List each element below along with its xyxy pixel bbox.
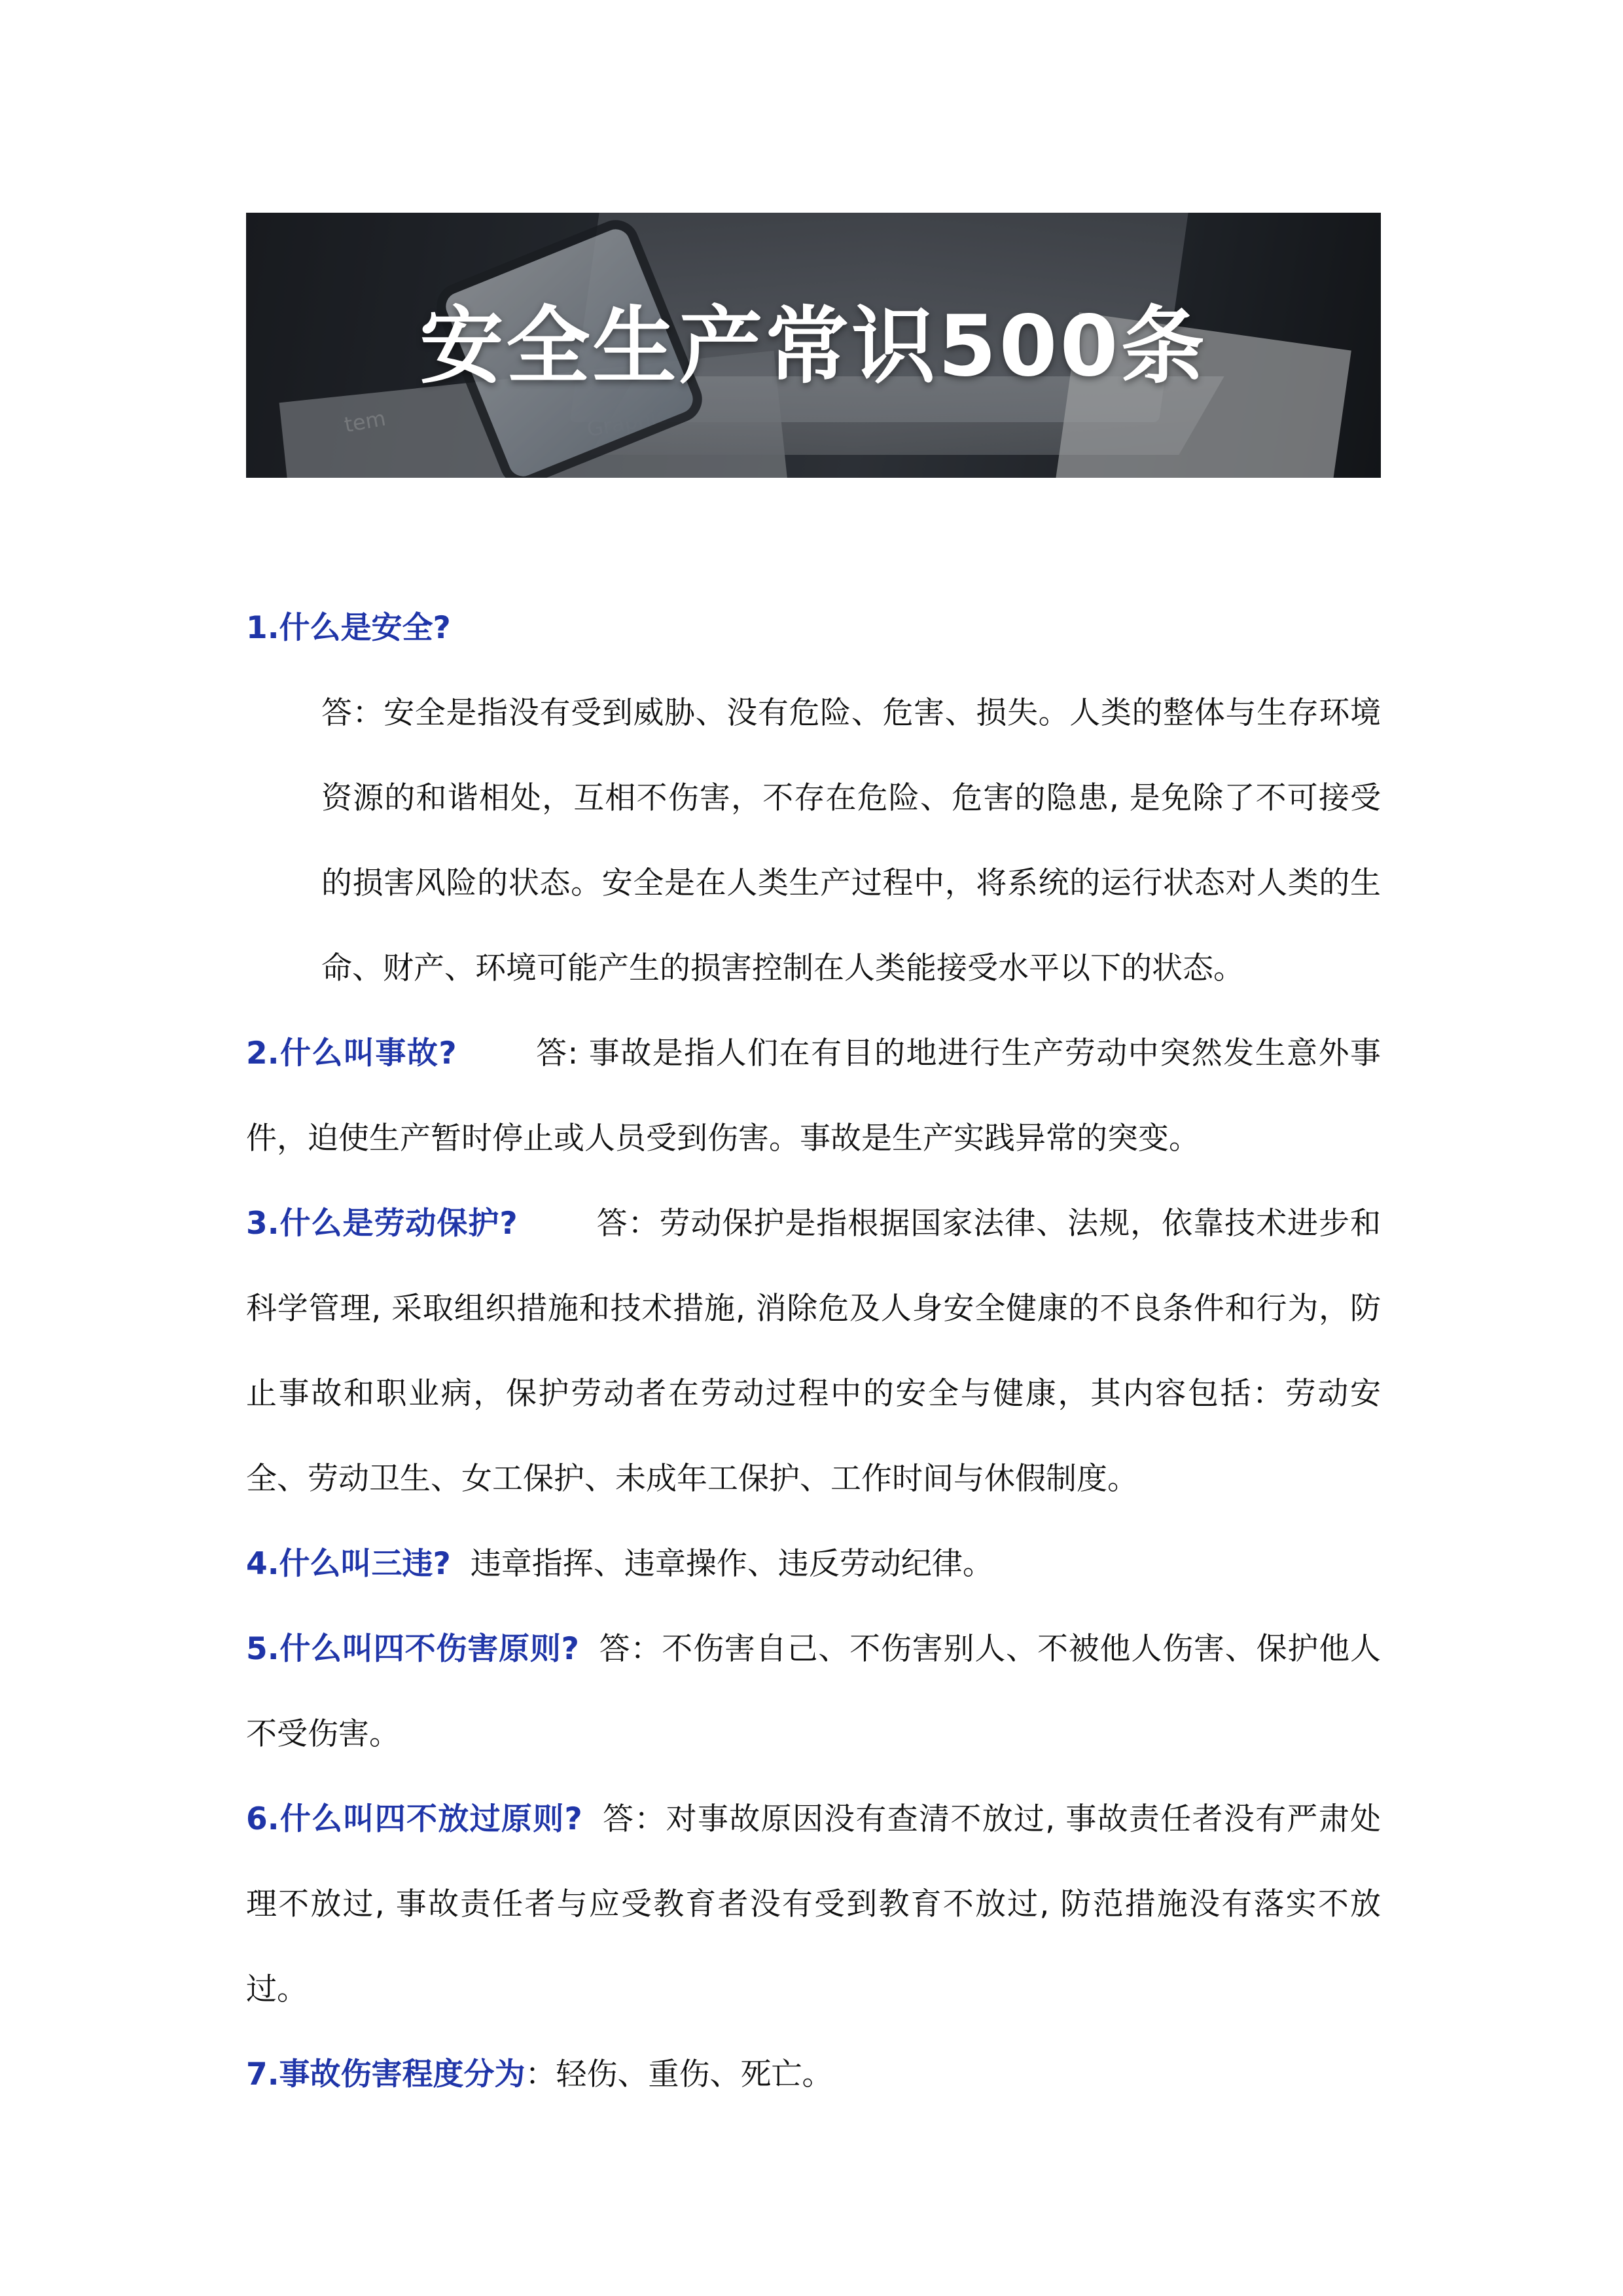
answer-1: 答：安全是指没有受到威胁、没有危险、危害、损失。人类的整体与生存环境资源的和谐相处，互相不伤害，不存在危险、危害的隐患, 是免除了不可接受的损害风险的状态。安全是在人类生产过程中，将系统的运行状态对人类的生命、财产、环境可能产生的损害控制在人类能接受水平以下的状态。: [321, 695, 1381, 986]
question-7: [246, 2032, 1381, 2117]
question-2: [246, 1011, 1381, 1181]
question-heading: 5.什么叫四不伤害原则?: [246, 1631, 579, 1667]
answer-3: 答：劳动保护是指根据国家法律、法规，依靠技术进步和科学管理, 采取组织措施和技术措施, 消除危及人身安全健康的不良条件和行为，防止事故和职业病，保护劳动者在劳动过程中的安全与健康，其内容包括：劳动安全、劳动卫生、女工保护、未成年工保护、工作时间与休假制度。: [246, 1206, 1381, 1497]
banner-title: 安全生产常识500条: [419, 297, 1207, 395]
question-heading: 6.什么叫四不放过原则?: [246, 1801, 582, 1837]
question-3: [246, 1181, 1381, 1522]
question-heading: 4.什么叫三违?: [246, 1546, 451, 1582]
question-5: [246, 1607, 1381, 1777]
question-1: [246, 586, 1381, 671]
answer-2: 答: 事故是指人们在有目的地进行生产劳动中突然发生意外事件，迫使生产暂时停止或人员受到伤害。事故是生产实践异常的突变。: [246, 1035, 1381, 1157]
question-heading: 3.什么是劳动保护?: [246, 1206, 518, 1242]
question-heading: 1.什么是安全?: [246, 610, 451, 646]
document-body: [246, 586, 1381, 2117]
question-heading: 7.事故伤害程度分为: [246, 2056, 526, 2092]
answer-5: 答：不伤害自己、不伤害别人、不被他人伤害、保护他人不受伤害。: [246, 1631, 1381, 1752]
answer-6: 答：对事故原因没有查清不放过, 事故责任者没有严肃处理不放过, 事故责任者与应受教育者没有受到教育不放过, 防范措施没有落实不放过。: [246, 1801, 1381, 2007]
answer-7: ：轻伤、重伤、死亡。: [525, 2056, 833, 2092]
answer-4: 违章指挥、违章操作、违反劳动纪律。: [470, 1546, 993, 1582]
banner-paper-text: tem: [342, 405, 388, 438]
header-banner: [246, 213, 1381, 478]
question-6: [246, 1777, 1381, 2032]
question-heading: 2.什么叫事故?: [246, 1035, 457, 1071]
question-4: [246, 1522, 1381, 1607]
